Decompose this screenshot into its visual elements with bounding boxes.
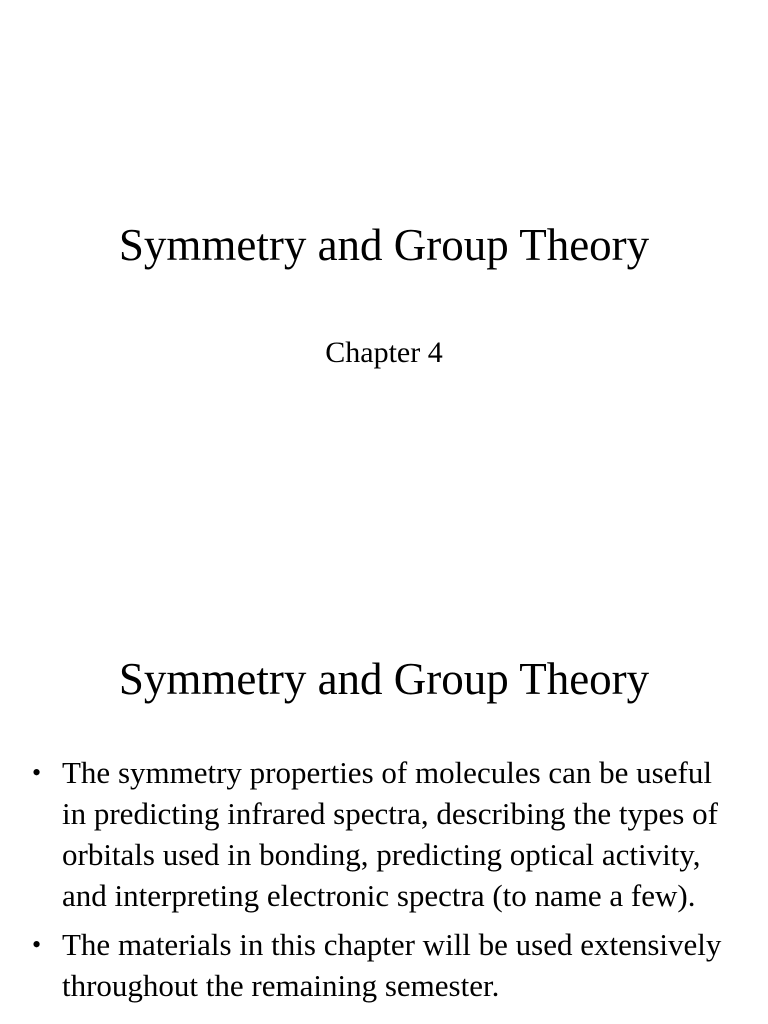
slide-subtitle: Chapter 4 <box>325 336 443 369</box>
bullet-text: The symmetry properties of molecules can be useful in predicting infrared spectra, describing the types of orbitals used in bonding, predicting optical activity, and interpreting electronic spectra (to name a few). <box>62 755 718 913</box>
content-slide <box>0 576 768 1024</box>
bullet-item <box>0 924 768 1006</box>
bullet-text: The materials in this chapter will be used extensively throughout the remaining semester. <box>62 927 722 1003</box>
bullet-item <box>0 752 768 916</box>
slide-title: Symmetry and Group Theory <box>118 654 650 704</box>
bullet-icon: • <box>32 758 42 787</box>
bullet-list <box>0 752 768 1014</box>
bullet-icon: • <box>32 930 42 959</box>
slide-title: Symmetry and Group Theory <box>118 220 650 270</box>
